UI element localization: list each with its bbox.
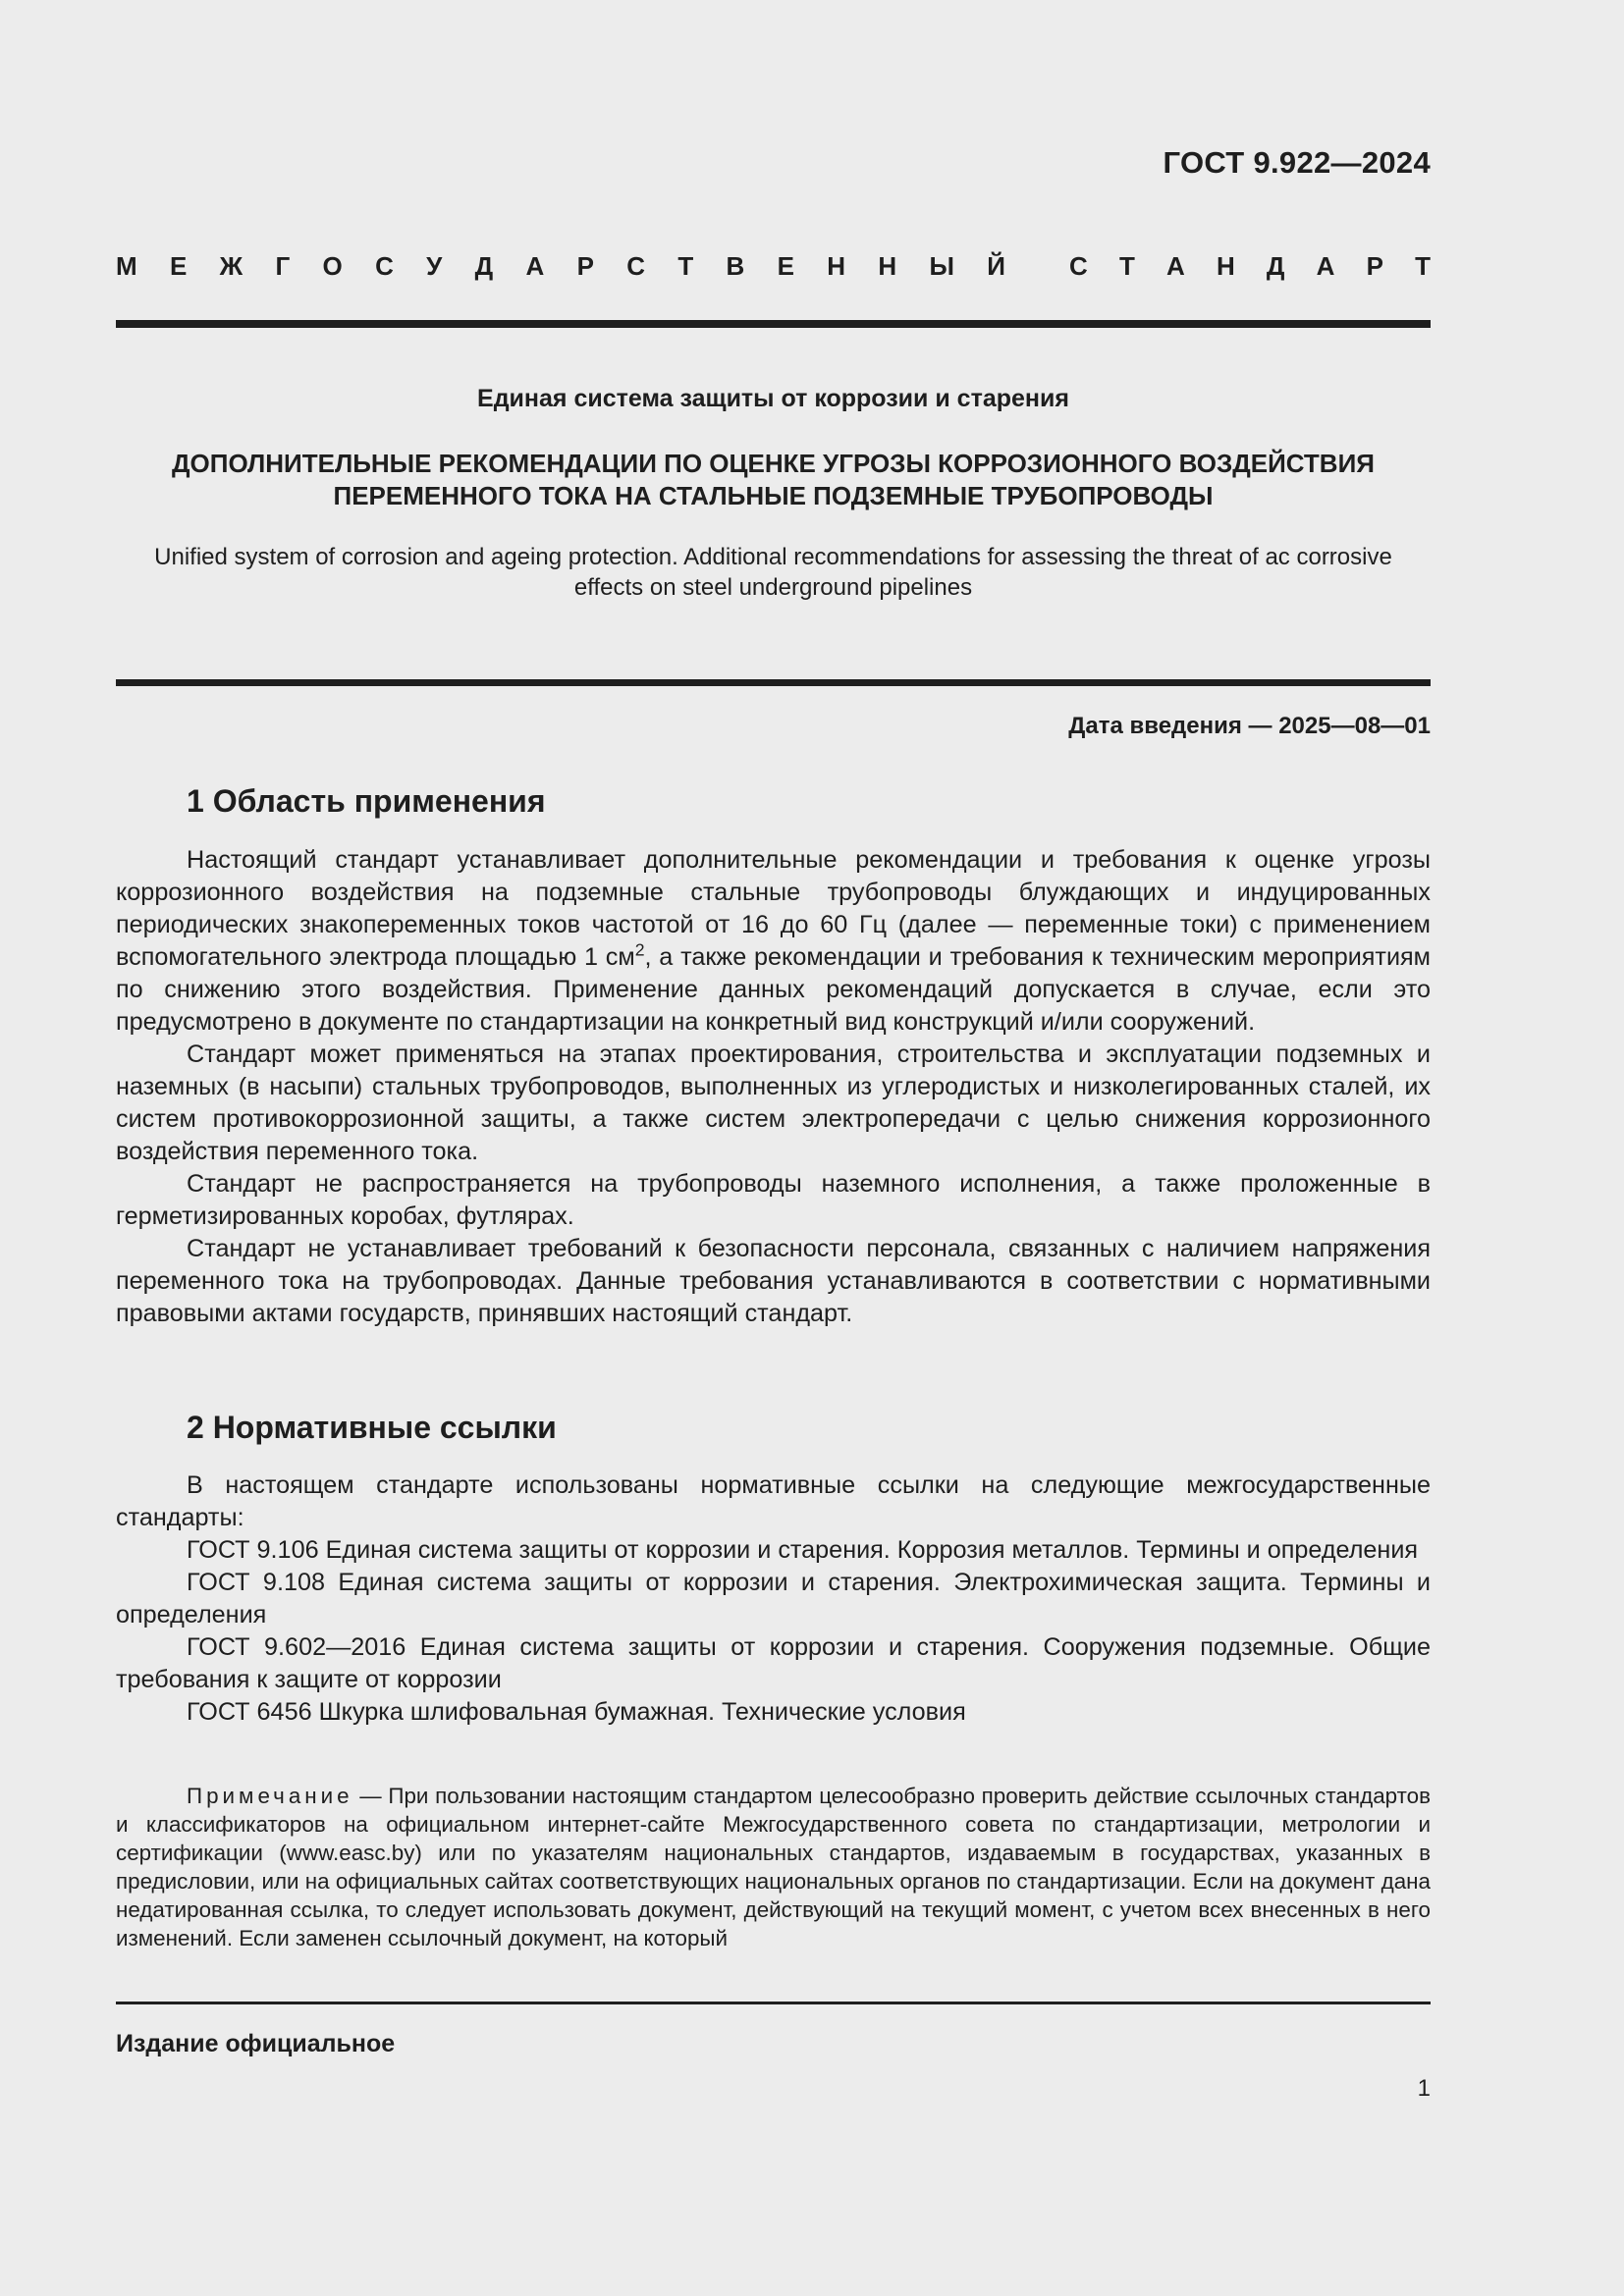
interstate_word2-letter: Р <box>1366 251 1383 281</box>
paragraph: Стандарт не устанавливает требований к безопасности персонала, связанных с наличием напряжения переменного тока на трубопроводах. Данные требования устанавливаются в соответствии с нормативными правовыми актами государств, принявших настоящий стандарт. <box>116 1235 1431 1327</box>
interstate_word1-letter: О <box>322 251 343 281</box>
section-2-body <box>116 1469 1431 1729</box>
interstate_word1-letter: Н <box>878 251 897 281</box>
paragraph-text: , а также рекомендации и требования к техническим мероприятиям по снижению этого воздействия. Применение данных рекомендаций допускается в случае, если это предусмотрено в документе по стандартизации на конкретный вид конструкций и/или сооружений. <box>116 943 1431 1036</box>
top-divider <box>116 320 1431 328</box>
interstate_word1-letter: Н <box>827 251 846 281</box>
interstate_word2-letter: А <box>1166 251 1185 281</box>
footer-divider <box>116 2002 1431 2004</box>
interstate_word1-letter: Е <box>169 251 188 281</box>
standard-word <box>1069 251 1431 282</box>
system-title: Единая система защиты от коррозии и старения <box>477 385 1069 412</box>
main-title-line: ПЕРЕМЕННОГО ТОКА НА СТАЛЬНЫЕ ПОДЗЕМНЫЕ ТРУБОПРОВОДЫ <box>333 481 1214 510</box>
note-label: Примечание <box>187 1784 353 1808</box>
section-1-body <box>116 844 1431 1330</box>
superscript: 2 <box>634 939 645 960</box>
note <box>116 1782 1431 1952</box>
interstate_word1-letter: Ы <box>929 251 954 281</box>
interstate_word1-letter: С <box>375 251 394 281</box>
english-title-line: Unified system of corrosion and ageing protection. Additional recommendations for assessing the threat of ac corrosive <box>154 544 1392 570</box>
main-title-line: ДОПОЛНИТЕЛЬНЫЕ РЕКОМЕНДАЦИИ ПО ОЦЕНКЕ УГРОЗЫ КОРРОЗИОННОГО ВОЗДЕЙСТВИЯ <box>172 449 1375 478</box>
official-edition-label: Издание официальное <box>116 2030 396 2057</box>
interstate_word1-letter: Ж <box>219 251 244 281</box>
reference-item: ГОСТ 9.108 Единая система защиты от коррозии и старения. Электрохимическая защита. Термины и определения <box>116 1569 1431 1629</box>
title-divider <box>116 679 1431 686</box>
interstate_word2-letter: А <box>1316 251 1335 281</box>
paragraph: Стандарт может применяться на этапах проектирования, строительства и эксплуатации подземных и наземных (в насыпи) стальных трубопроводов, выполненных из углеродистых и низколегированных сталей, их систем противокоррозионной защиты, а также систем электропередачи с целью снижения коррозионного воздействия переменного тока. <box>116 1041 1431 1165</box>
english-title-line: effects on steel underground pipelines <box>573 574 973 601</box>
page-number: 1 <box>1417 2075 1431 2102</box>
english-title <box>116 542 1431 603</box>
interstate_word1-letter: Е <box>777 251 794 281</box>
reference-item: ГОСТ 9.602—2016 Единая система защиты от коррозии и старения. Сооружения подземные. Общие требования к защите от коррозии <box>116 1633 1431 1693</box>
interstate-word <box>116 251 1005 282</box>
section-1-heading: 1 Область применения <box>187 783 546 819</box>
gost-code: ГОСТ 9.922—2024 <box>1163 145 1431 180</box>
paragraph: В настоящем стандарте использованы нормативные ссылки на следующие межгосударственные стандарты: <box>116 1471 1431 1531</box>
introduction-date: Дата введения — 2025—08—01 <box>1068 713 1431 739</box>
interstate_word1-letter: С <box>626 251 646 281</box>
interstate_word1-letter: Д <box>474 251 494 281</box>
interstate_word1-letter: Т <box>677 251 694 281</box>
interstate_word1-letter: А <box>525 251 545 281</box>
interstate_word2-letter: Н <box>1216 251 1235 281</box>
interstate_word1-letter: Г <box>275 251 291 281</box>
interstate_word1-letter: Р <box>576 251 594 281</box>
paragraph: Стандарт не распространяется на трубопроводы наземного исполнения, а также проложенные в герметизированных коробах, футлярах. <box>116 1170 1431 1230</box>
note-text: — При пользовании настоящим стандартом целесообразно проверить действие ссылочных стандартов и классификаторов на официальном интернет-сайте Межгосударственного совета по стандартизации, метрологии и сертификации (www.easc.by) или по указателям национальных стандартов, издаваемым в государствах, указанных в предисловии, или на официальных сайтах соответствующих национальных органов по стандартизации. Если на документ дана недатированная ссылка, то следует использовать документ, действующий на текущий момент, с учетом всех внесенных в него изменений. Если заменен ссылочный документ, на который <box>116 1784 1431 1950</box>
interstate_word2-letter: Т <box>1415 251 1431 281</box>
reference-item: ГОСТ 9.106 Единая система защиты от коррозии и старения. Коррозия металлов. Термины и определения <box>187 1536 1419 1564</box>
section-2-heading: 2 Нормативные ссылки <box>187 1410 557 1445</box>
interstate_word1-letter: М <box>116 251 137 281</box>
interstate_word2-letter: С <box>1069 251 1088 281</box>
interstate-standard-heading <box>116 251 1431 282</box>
reference-item: ГОСТ 6456 Шкурка шлифовальная бумажная. Технические условия <box>187 1698 966 1726</box>
interstate_word1-letter: Й <box>987 251 1005 281</box>
paragraph-text: Настоящий стандарт устанавливает дополнительные рекомендации и требования к оценке угрозы коррозионного воздействия на подземные стальные трубопроводы блуждающих и индуцированных периодических знакопеременных токов частотой от 16 до 60 Гц (далее — переменные токи) с применением вспомогательного электрода площадью 1 см <box>116 846 1431 971</box>
interstate_word2-letter: Т <box>1118 251 1135 281</box>
paragraph <box>116 844 1431 1039</box>
main-title <box>116 448 1431 512</box>
interstate_word1-letter: У <box>426 251 443 281</box>
interstate_word2-letter: Д <box>1266 251 1285 281</box>
interstate_word1-letter: В <box>726 251 745 281</box>
